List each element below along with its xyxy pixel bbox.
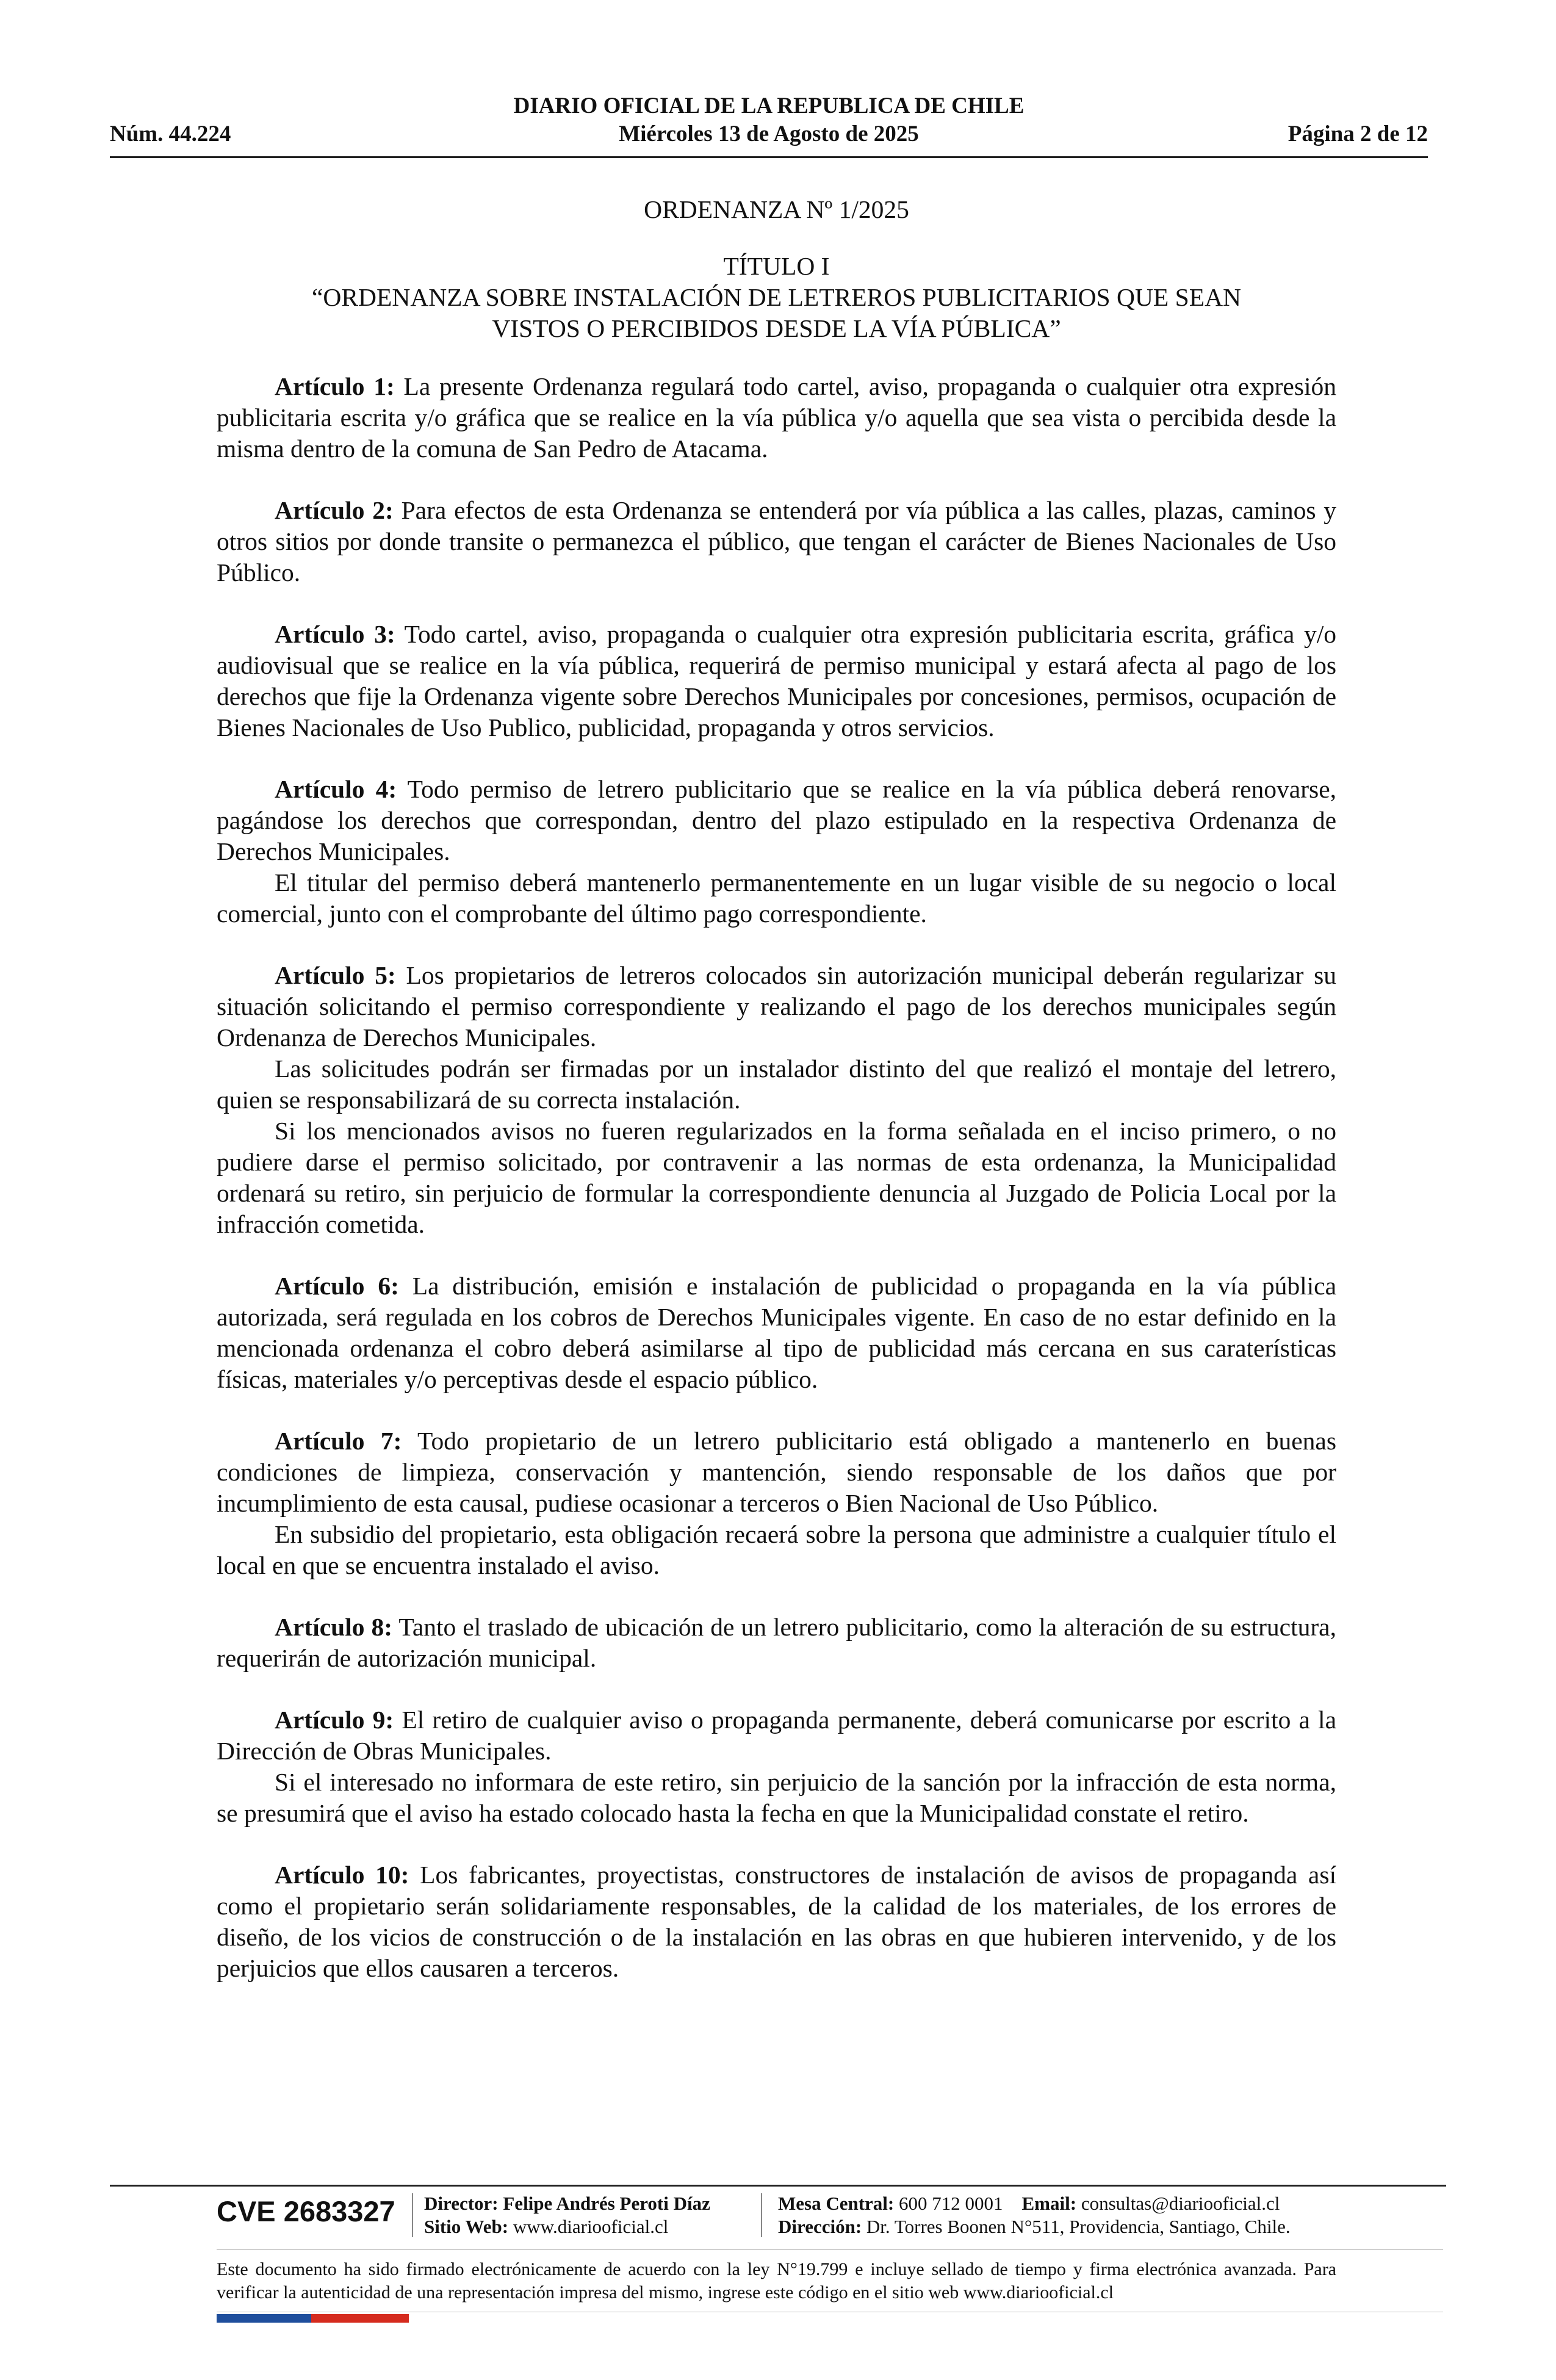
article-paragraph	[217, 1612, 1336, 1674]
address-text: Dr. Torres Boonen N°511, Providencia, Santiago, Chile.	[866, 2216, 1291, 2237]
article-text: Tanto el traslado de ubicación de un letrero publicitario, como la alteración de su estructura, requerirán de autorización municipal.	[217, 1613, 1336, 1672]
article-6	[217, 1271, 1336, 1395]
email-link[interactable]: consultas@diariooficial.cl	[1081, 2193, 1280, 2214]
legal-notice: Este documento ha sido firmado electrónicamente de acuerdo con la ley N°19.799 e incluye sellado de tiempo y firma electrónica avanzada. Para verificar la autenticidad de una representación impresa del mismo, ingrese este código en el sitio web www.diariooficial.cl	[217, 2259, 1336, 2302]
website-link[interactable]: www.diariooficial.cl	[513, 2216, 669, 2237]
article-text: Todo propietario de un letrero publicitario está obligado a mantenerlo en buenas condiciones de limpieza, conservación y mantención, siendo responsable de los daños que por incumplimiento de esta causal, pudiese ocasionar a terceros o Bien Nacional de Uso Público.	[217, 1427, 1336, 1517]
ordinance-title: ORDENANZA Nº 1/2025	[644, 195, 909, 223]
footer-separator	[412, 2193, 413, 2237]
page-footer	[217, 2190, 1336, 2245]
article-heading: Artículo 3:	[275, 620, 395, 648]
phone-label: Mesa Central:	[778, 2193, 895, 2214]
page-number: Página 2 de 12	[1288, 121, 1428, 146]
article-paragraph	[217, 1426, 1336, 1519]
article-text: La distribución, emisión e instalación de publicidad o propaganda en la vía pública autorizada, será regulada en los cobros de Derechos Municipales vigente. En caso de no estar definido en la mencionada ordenanza el cobro deberá asimilarse al tipo de publicidad más cercana en sus caraterísticas físicas, materiales y/o perceptivas desde el espacio público.	[217, 1272, 1337, 1393]
article-1	[217, 371, 1336, 464]
article-heading: Artículo 4:	[275, 775, 397, 803]
article-3	[217, 619, 1336, 743]
phone-number: 600 712 0001	[899, 2193, 1003, 2214]
article-paragraph	[217, 867, 1336, 929]
article-paragraph	[217, 774, 1336, 867]
masthead: DIARIO OFICIAL DE LA REPUBLICA DE CHILE	[513, 93, 1025, 118]
article-4	[217, 774, 1336, 929]
ordinance-subject-line-2: VISTOS O PERCIBIDOS DESDE LA VÍA PÚBLICA”	[492, 314, 1061, 342]
articles-list	[217, 371, 1336, 1984]
chile-flag-stripe	[217, 2314, 409, 2323]
article-paragraph	[217, 1116, 1336, 1240]
article-text: Todo permiso de letrero publicitario que se realice en la vía pública deberá renovarse, pagándose los derechos que correspondan, dentro del plazo estipulado en la respectiva Ordenanza de Derechos Municipales.	[217, 775, 1336, 865]
footer-thin-rule	[217, 2249, 1443, 2250]
flag-red-stripe	[311, 2314, 409, 2323]
article-paragraph	[217, 495, 1336, 588]
footer-director-block	[424, 2192, 710, 2238]
article-heading: Artículo 2:	[275, 496, 394, 524]
article-heading: Artículo 8:	[275, 1613, 393, 1641]
article-paragraph	[217, 619, 1336, 743]
flag-blue-stripe	[217, 2314, 311, 2323]
footer-contact-block	[778, 2192, 1291, 2238]
article-9	[217, 1704, 1336, 1829]
cve-code: CVE 2683327	[217, 2195, 395, 2227]
article-2	[217, 495, 1336, 588]
email-label: Email:	[1021, 2193, 1077, 2214]
article-text: La presente Ordenanza regulará todo cartel, aviso, propaganda o cualquier otra expresión publicitaria escrita y/o gráfica que se realice en la vía pública y/o aquella que sea vista o percibida desde la misma dentro de la comuna de San Pedro de Atacama.	[217, 372, 1337, 463]
director-label: Director:	[424, 2193, 499, 2214]
article-text: Los propietarios de letreros colocados sin autorización municipal deberán regularizar su situación solicitando el permiso correspondiente y realizando el pago de los derechos municipales según Ordenanza de Derechos Municipales.	[217, 961, 1336, 1051]
article-paragraph	[217, 1859, 1336, 1984]
article-8	[217, 1612, 1336, 1674]
article-paragraph	[217, 1519, 1336, 1581]
article-text: Si el interesado no informara de este retiro, sin perjuicio de la sanción por la infracción de esta norma, se presumirá que el aviso ha estado colocado hasta la fecha en que la Municipalidad constate el retiro.	[217, 1768, 1336, 1827]
article-paragraph	[217, 371, 1336, 464]
footer-divider	[110, 2185, 1446, 2187]
header-divider	[110, 156, 1428, 158]
title-heading: TÍTULO I	[723, 252, 830, 280]
issue-date: Miércoles 13 de Agosto de 2025	[619, 121, 919, 146]
director-name: Felipe Andrés Peroti Díaz	[503, 2193, 710, 2214]
issue-number: Núm. 44.224	[110, 121, 231, 146]
article-paragraph	[217, 960, 1336, 1053]
article-text: Las solicitudes podrán ser firmadas por un instalador distinto del que realizó el montaje del letrero, quien se responsabilizará de su correcta instalación.	[217, 1055, 1336, 1114]
page-header	[110, 93, 1428, 160]
article-7	[217, 1426, 1336, 1581]
article-heading: Artículo 1:	[275, 372, 395, 400]
article-paragraph	[217, 1704, 1336, 1767]
article-5	[217, 960, 1336, 1240]
article-heading: Artículo 10:	[275, 1861, 409, 1889]
article-text: Si los mencionados avisos no fueren regularizados en la forma señalada en el inciso primero, o no pudiere darse el permiso solicitado, por contravenir a las normas de esta ordenanza, la Municipalidad ordenará su retiro, sin perjuicio de formular la correspondiente denuncia al Juzgado de Policia Local por la infracción cometida.	[217, 1117, 1336, 1238]
article-heading: Artículo 9:	[275, 1706, 394, 1734]
article-text: En subsidio del propietario, esta obligación recaerá sobre la persona que administre a cualquier título el local en que se encuentra instalado el aviso.	[217, 1520, 1336, 1579]
article-10	[217, 1859, 1336, 1984]
document-body	[217, 194, 1336, 2014]
article-paragraph	[217, 1767, 1336, 1829]
footer-separator	[761, 2193, 762, 2237]
article-heading: Artículo 5:	[275, 961, 396, 989]
article-text: Los fabricantes, proyectistas, constructores de instalación de avisos de propaganda así como el propietario serán solidariamente responsables, de la calidad de los materiales, de los errores de diseño, de los vicios de construcción o de la instalación en las obras en que hubieren intervenido, y de los perjuicios que ellos causaren a terceros.	[217, 1861, 1336, 1982]
article-paragraph	[217, 1271, 1336, 1395]
article-text: El retiro de cualquier aviso o propaganda permanente, deberá comunicarse por escrito a la Dirección de Obras Municipales.	[217, 1706, 1336, 1765]
article-heading: Artículo 6:	[275, 1272, 399, 1300]
article-text: Para efectos de esta Ordenanza se entenderá por vía pública a las calles, plazas, caminos y otros sitios por donde transite o permanezca el público, que tengan el carácter de Bienes Nacionales de Uso Público.	[217, 496, 1336, 586]
address-label: Dirección:	[778, 2216, 862, 2237]
article-text: Todo cartel, aviso, propaganda o cualquier otra expresión publicitaria escrita, gráfica y/o audiovisual que se realice en la vía pública, requerirá de permiso municipal y estará afecta al pago de los derechos que fije la Ordenanza vigente sobre Derechos Municipales por concesiones, permisos, ocupación de Bienes Nacionales de Uso Publico, publicidad, propaganda y otros servicios.	[217, 620, 1336, 741]
article-text: El titular del permiso deberá mantenerlo permanentemente en un lugar visible de su negocio o local comercial, junto con el comprobante del último pago correspondiente.	[217, 868, 1336, 928]
article-paragraph	[217, 1053, 1336, 1116]
article-heading: Artículo 7:	[275, 1427, 402, 1455]
ordinance-subject-line-1: “ORDENANZA SOBRE INSTALACIÓN DE LETREROS PUBLICITARIOS QUE SEAN	[311, 283, 1242, 311]
website-label: Sitio Web:	[424, 2216, 509, 2237]
